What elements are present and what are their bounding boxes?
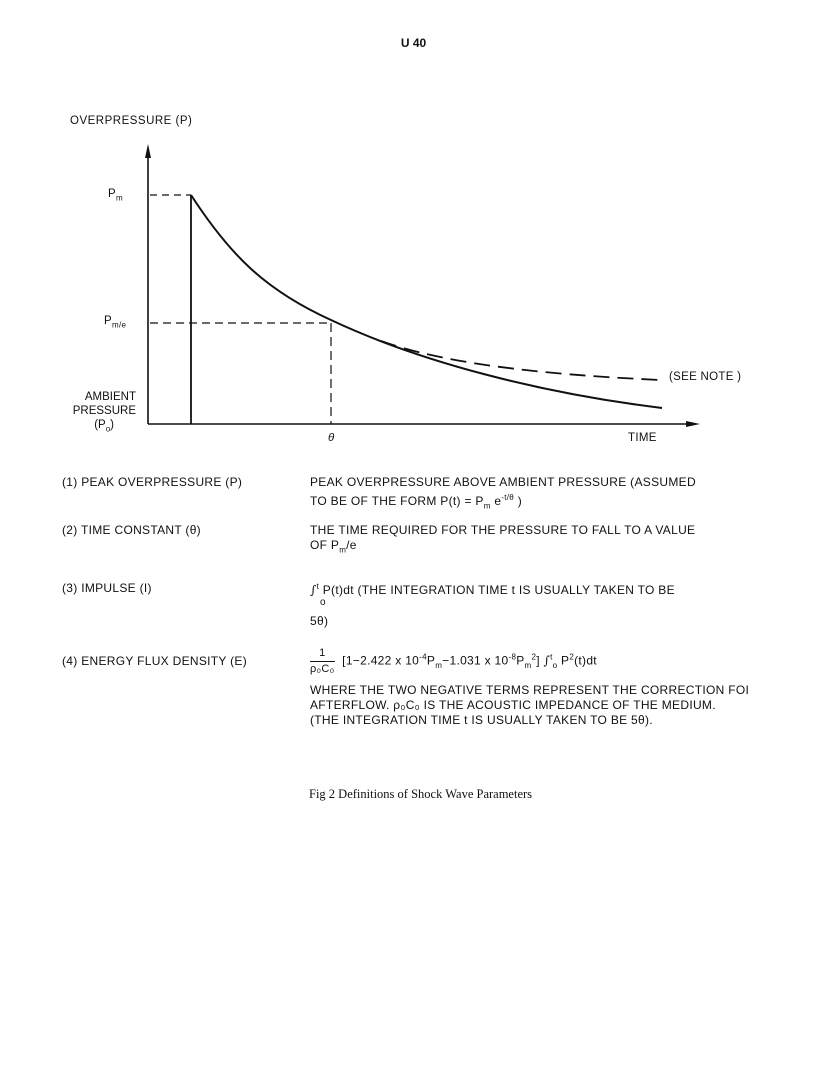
def-4-body: $\frac{1}{\text{ρ₀C₀}}$ [1−2.422 x $10^{-4}P_m-1.031$ x $10^{-8}P_m^2$] ∫$^t_o$ $P^2(t)dt$ WHERE THE TWO NEGATIVE TERMS REPRESENT THE CORRECTION FOI AFTERFLOW. ρ₀C₀ IS THE ACOUSTIC IMPEDANCE OF THE MEDIUM. (THE INTEGRATION TIME t IS USUALLY TAKEN TO BE 5θ).	[310, 647, 750, 727]
x-axis-arrow	[686, 421, 700, 427]
def-3-term: (3) IMPULSE (I)	[62, 581, 152, 595]
label-pm-over-e: $P_{m/e}$	[104, 315, 127, 330]
def-1-body: PEAK OVERPRESSURE ABOVE AMBIENT PRESSURE (ASSUMED TO BE OF THE FORM $P(t) = P_m$ $e^{-t/\theta}$ )	[310, 475, 696, 511]
decay-curve-solid	[191, 195, 662, 408]
def-2-body: THE TIME REQUIRED FOR THE PRESSURE TO FALL TO A VALUE OF $P_m/e$	[310, 523, 696, 555]
label-pm: $P_m$	[108, 188, 123, 203]
y-axis-title: OVERPRESSURE (P)	[70, 115, 193, 127]
figure-caption: Fig 2 Definitions of Shock Wave Parameters	[309, 787, 533, 801]
energy-fraction: $\frac{1}{\text{ρ₀C₀}}$	[310, 647, 335, 675]
theta-label: θ	[328, 432, 335, 444]
ambient-pressure-label: AMBIENT PRESSURE $(P_o)$	[72, 391, 136, 434]
y-axis-arrow	[145, 144, 151, 158]
see-note-label: (SEE NOTE )	[669, 371, 742, 383]
page-number: U 40	[400, 36, 427, 50]
def-1-term: (1) PEAK OVERPRESSURE (P)	[62, 475, 243, 489]
def-3-body: ∫$^t$ P(t)dt (THE INTEGRATION TIME t IS USUALLY TAKEN TO BE o 5θ)	[310, 582, 675, 628]
x-axis-title: TIME	[628, 432, 657, 444]
def-2-term: (2) TIME CONSTANT (θ)	[62, 523, 201, 537]
def-4-term: (4) ENERGY FLUX DENSITY (E)	[62, 654, 248, 668]
decay-curve-dashed	[381, 341, 660, 380]
